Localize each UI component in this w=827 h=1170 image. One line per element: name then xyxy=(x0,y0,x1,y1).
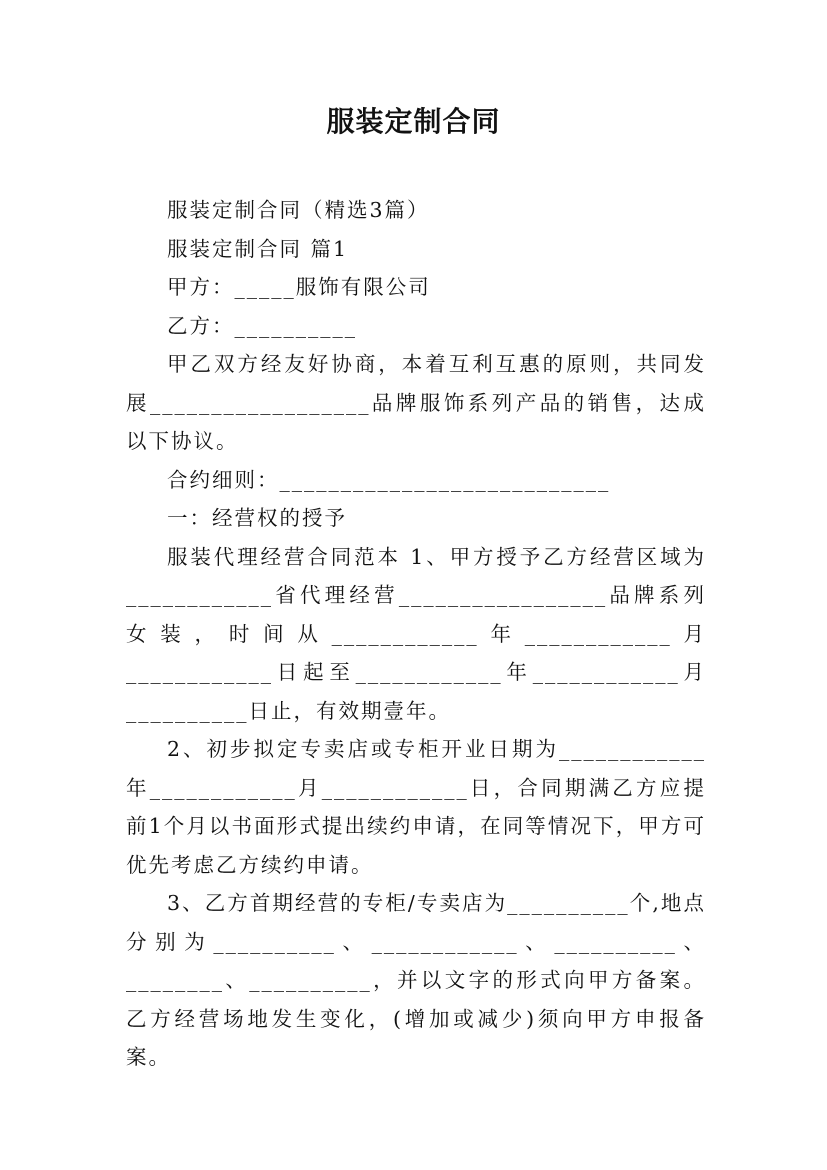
paragraph-section-heading: 服装定制合同 篇1 xyxy=(167,236,349,261)
paragraph-preamble: 甲乙双方经友好协商，本着互利互惠的原则，共同发展__________________品牌服饰系列产品的销售，达成以下协议。 xyxy=(126,352,706,453)
paragraph-clause-heading: 一：经营权的授予 xyxy=(167,506,347,530)
document-body xyxy=(126,191,706,1077)
paragraph-subtitle: 服装定制合同（精选3篇） xyxy=(167,198,430,222)
paragraph-contract-details: 合约细则：___________________________ xyxy=(167,467,611,492)
paragraph-clause-1: 服装代理经营合同范本 1、甲方授予乙方经营区域为____________省代理经营_________________品牌系列女装，时间从____________年____________月____________日起至____________年____________月__________日止，有效期壹年。 xyxy=(126,544,706,723)
paragraph-clause-3: 3、乙方首期经营的专柜/专卖店为__________个,地点分别为__________、____________、__________、________、__________，并以文字的形式向甲方备案。乙方经营场地发生变化，(增加或减少)须向甲方申报备案。 xyxy=(126,891,706,1069)
paragraph-party-b: 乙方：__________ xyxy=(167,313,357,338)
paragraph-party-a: 甲方：_____服饰有限公司 xyxy=(167,275,431,299)
paragraph-clause-2: 2、初步拟定专卖店或专柜开业日期为____________年____________月____________日，合同期满乙方应提前1个月以书面形式提出续约申请，在同等情况下，甲方可优先考虑乙方续约申请。 xyxy=(126,737,706,877)
document-title: 服装定制合同 xyxy=(326,105,501,138)
